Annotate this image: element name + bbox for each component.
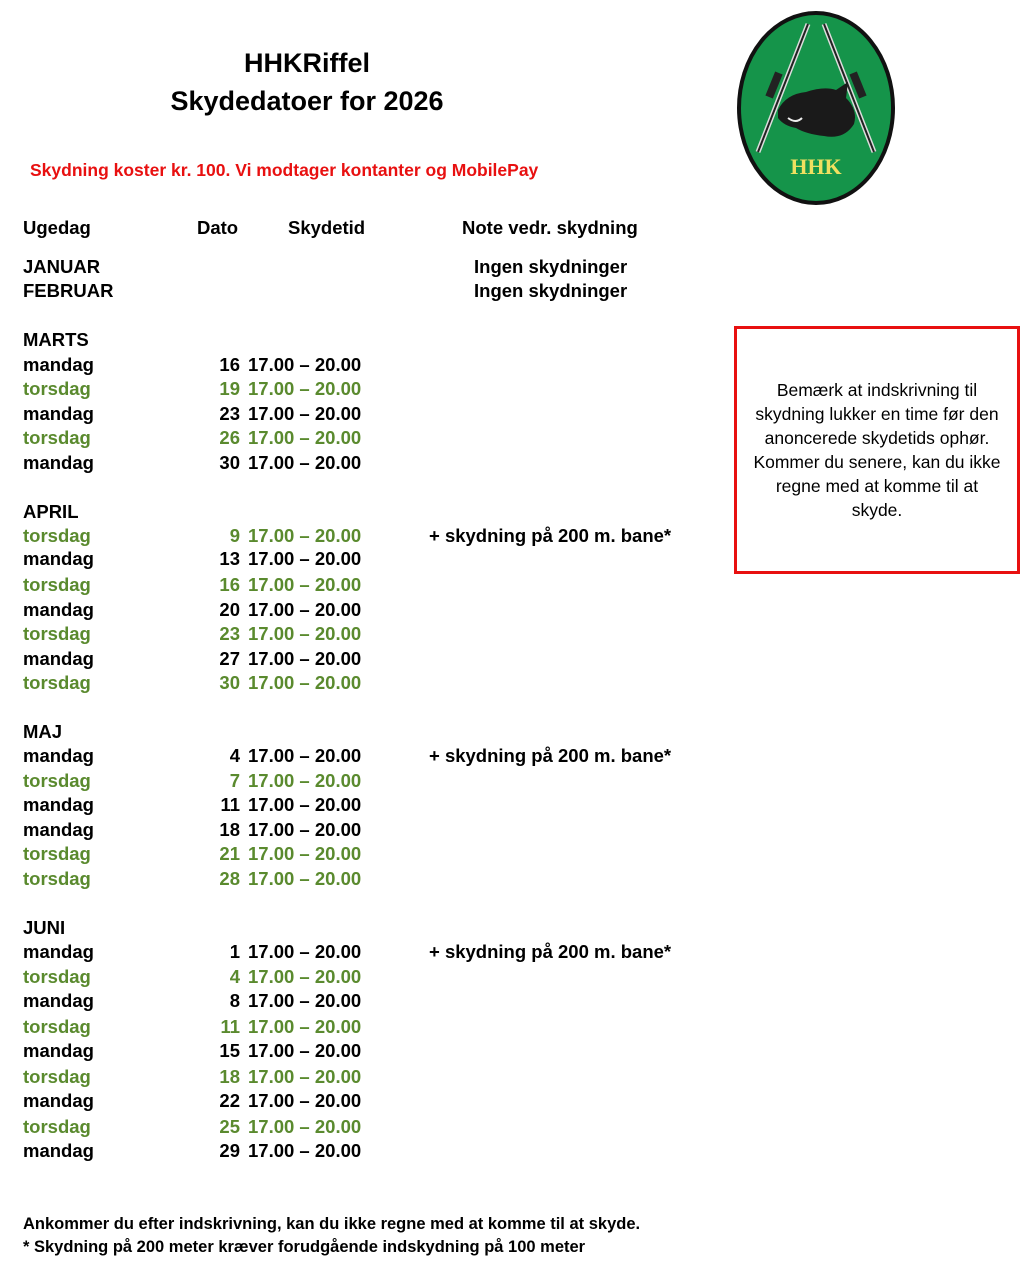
time-slot: 17.00 – 20.00 xyxy=(248,574,362,595)
schedule-row xyxy=(0,941,720,965)
footer-200m-requirement: * Skydning på 200 meter kræver forudgående indskydning på 100 meter xyxy=(23,1238,586,1256)
time-slot: 17.00 – 20.00 xyxy=(248,843,362,864)
weekday: mandag xyxy=(23,548,94,569)
weekday: mandag xyxy=(23,819,94,840)
date: 28 xyxy=(219,868,240,889)
time-slot: 17.00 – 20.00 xyxy=(248,648,362,669)
time-slot: 17.00 – 20.00 xyxy=(248,819,362,840)
time-slot: 17.00 – 20.00 xyxy=(248,623,362,644)
weekday: mandag xyxy=(23,452,94,473)
date: 11 xyxy=(220,1016,240,1037)
notice-line: regne med at komme til at xyxy=(775,476,979,496)
time-slot: 17.00 – 20.00 xyxy=(248,599,362,620)
time-slot: 17.00 – 20.00 xyxy=(248,941,362,962)
notice-line: skyde. xyxy=(851,500,903,520)
weekday: mandag xyxy=(23,648,94,669)
club-logo xyxy=(736,10,896,208)
schedule-row xyxy=(0,990,720,1014)
date: 4 xyxy=(229,966,240,987)
time-slot: 17.00 – 20.00 xyxy=(248,770,362,791)
weekday: mandag xyxy=(23,990,94,1011)
time-slot: 17.00 – 20.00 xyxy=(248,403,362,424)
col-header-time: Skydetid xyxy=(288,217,366,238)
schedule-row xyxy=(0,599,720,623)
schedule-row xyxy=(0,623,720,647)
weekday: mandag xyxy=(23,599,94,620)
date: 1 xyxy=(229,941,240,962)
note-200m: + skydning på 200 m. bane* xyxy=(429,941,672,962)
schedule-row xyxy=(0,770,720,794)
date: 23 xyxy=(219,403,240,424)
date: 19 xyxy=(219,378,240,399)
schedule-row xyxy=(0,966,720,990)
weekday: torsdag xyxy=(23,525,91,546)
weekday: mandag xyxy=(23,403,94,424)
registration-notice-box xyxy=(734,326,1020,574)
date: 9 xyxy=(229,525,240,546)
weekday: mandag xyxy=(23,941,94,962)
weekday: torsdag xyxy=(23,1016,91,1037)
month-label-maj: MAJ xyxy=(23,721,63,742)
schedule-row xyxy=(0,648,720,672)
weekday: mandag xyxy=(23,794,94,815)
date: 21 xyxy=(219,843,240,864)
note-200m: + skydning på 200 m. bane* xyxy=(429,525,672,546)
weekday: torsdag xyxy=(23,623,91,644)
page-subtitle: Skydedatoer for 2026 xyxy=(170,86,444,116)
col-header-day: Ugedag xyxy=(23,217,91,238)
schedule-row xyxy=(0,574,720,598)
schedule-row xyxy=(0,354,720,378)
time-slot: 17.00 – 20.00 xyxy=(248,966,362,987)
date: 27 xyxy=(219,648,240,669)
date: 25 xyxy=(219,1116,240,1137)
weekday: torsdag xyxy=(23,1066,91,1087)
schedule-row xyxy=(0,403,720,427)
time-slot: 17.00 – 20.00 xyxy=(248,354,362,375)
weekday: torsdag xyxy=(23,574,91,595)
time-slot: 17.00 – 20.00 xyxy=(248,745,362,766)
month-label-marts: MARTS xyxy=(23,329,89,350)
time-slot: 17.00 – 20.00 xyxy=(248,1140,362,1161)
schedule-row xyxy=(0,672,720,696)
weekday: torsdag xyxy=(23,378,91,399)
schedule-row xyxy=(0,1066,720,1090)
schedule-row xyxy=(0,1140,720,1164)
notice-line: Kommer du senere, kan du ikke xyxy=(753,452,1001,472)
no-shooting-note: Ingen skydninger xyxy=(474,280,628,301)
schedule-row xyxy=(0,378,720,402)
weekday: torsdag xyxy=(23,1116,91,1137)
time-slot: 17.00 – 20.00 xyxy=(248,990,362,1011)
schedule-row xyxy=(0,745,720,769)
time-slot: 17.00 – 20.00 xyxy=(248,1066,362,1087)
weekday: torsdag xyxy=(23,672,91,693)
footer-late-arrival: Ankommer du efter indskrivning, kan du ikke regne med at komme til at skyde. xyxy=(23,1215,641,1233)
date: 30 xyxy=(219,672,240,693)
date: 23 xyxy=(219,623,240,644)
weekday: torsdag xyxy=(23,843,91,864)
logo-text: HHK xyxy=(790,154,842,179)
date: 13 xyxy=(219,548,240,569)
time-slot: 17.00 – 20.00 xyxy=(248,525,362,546)
schedule-row xyxy=(0,819,720,843)
date: 4 xyxy=(229,745,240,766)
weekday: mandag xyxy=(23,1140,94,1161)
col-header-date: Dato xyxy=(197,217,239,238)
date: 15 xyxy=(219,1040,240,1061)
time-slot: 17.00 – 20.00 xyxy=(248,1040,362,1061)
month-label-juni: JUNI xyxy=(23,917,66,938)
notice-line: anoncerede skydetids ophør. xyxy=(764,428,990,448)
date: 8 xyxy=(229,990,240,1011)
date: 16 xyxy=(219,354,240,375)
cost-notice: Skydning koster kr. 100. Vi modtager kontanter og MobilePay xyxy=(30,160,539,180)
weekday: mandag xyxy=(23,354,94,375)
time-slot: 17.00 – 20.00 xyxy=(248,794,362,815)
schedule-row xyxy=(0,452,720,476)
weekday: torsdag xyxy=(23,427,91,448)
schedule-row xyxy=(0,548,720,572)
date: 18 xyxy=(219,1066,240,1087)
schedule-row xyxy=(0,1090,720,1114)
page-title: HHKRiffel xyxy=(244,48,370,78)
weekday: mandag xyxy=(23,745,94,766)
time-slot: 17.00 – 20.00 xyxy=(248,1090,362,1111)
date: 22 xyxy=(219,1090,240,1111)
weekday: torsdag xyxy=(23,868,91,889)
notice-line: skydning lukker en time før den xyxy=(755,404,999,424)
weekday: torsdag xyxy=(23,966,91,987)
notice-line: Bemærk at indskrivning til xyxy=(776,380,978,400)
note-200m: + skydning på 200 m. bane* xyxy=(429,745,672,766)
weekday: mandag xyxy=(23,1040,94,1061)
month-label-januar: JANUAR xyxy=(23,256,101,277)
time-slot: 17.00 – 20.00 xyxy=(248,868,362,889)
date: 20 xyxy=(219,599,240,620)
weekday: mandag xyxy=(23,1090,94,1111)
time-slot: 17.00 – 20.00 xyxy=(248,548,362,569)
date: 16 xyxy=(219,574,240,595)
date: 30 xyxy=(219,452,240,473)
schedule-row xyxy=(0,525,720,549)
schedule-row xyxy=(0,868,720,892)
time-slot: 17.00 – 20.00 xyxy=(248,1116,362,1137)
schedule-row xyxy=(0,1116,720,1140)
schedule-row xyxy=(0,843,720,867)
date: 11 xyxy=(220,794,240,815)
date: 7 xyxy=(229,770,240,791)
month-label-februar: FEBRUAR xyxy=(23,280,114,301)
no-shooting-note: Ingen skydninger xyxy=(474,256,628,277)
schedule-row xyxy=(0,794,720,818)
month-label-april: APRIL xyxy=(23,501,79,522)
date: 29 xyxy=(219,1140,240,1161)
weekday: torsdag xyxy=(23,770,91,791)
time-slot: 17.00 – 20.00 xyxy=(248,427,362,448)
date: 18 xyxy=(219,819,240,840)
time-slot: 17.00 – 20.00 xyxy=(248,672,362,693)
time-slot: 17.00 – 20.00 xyxy=(248,452,362,473)
schedule-row xyxy=(0,1040,720,1064)
schedule-row xyxy=(0,1016,720,1040)
time-slot: 17.00 – 20.00 xyxy=(248,1016,362,1037)
schedule-row xyxy=(0,427,720,451)
time-slot: 17.00 – 20.00 xyxy=(248,378,362,399)
date: 26 xyxy=(219,427,240,448)
col-header-note: Note vedr. skydning xyxy=(462,217,638,238)
